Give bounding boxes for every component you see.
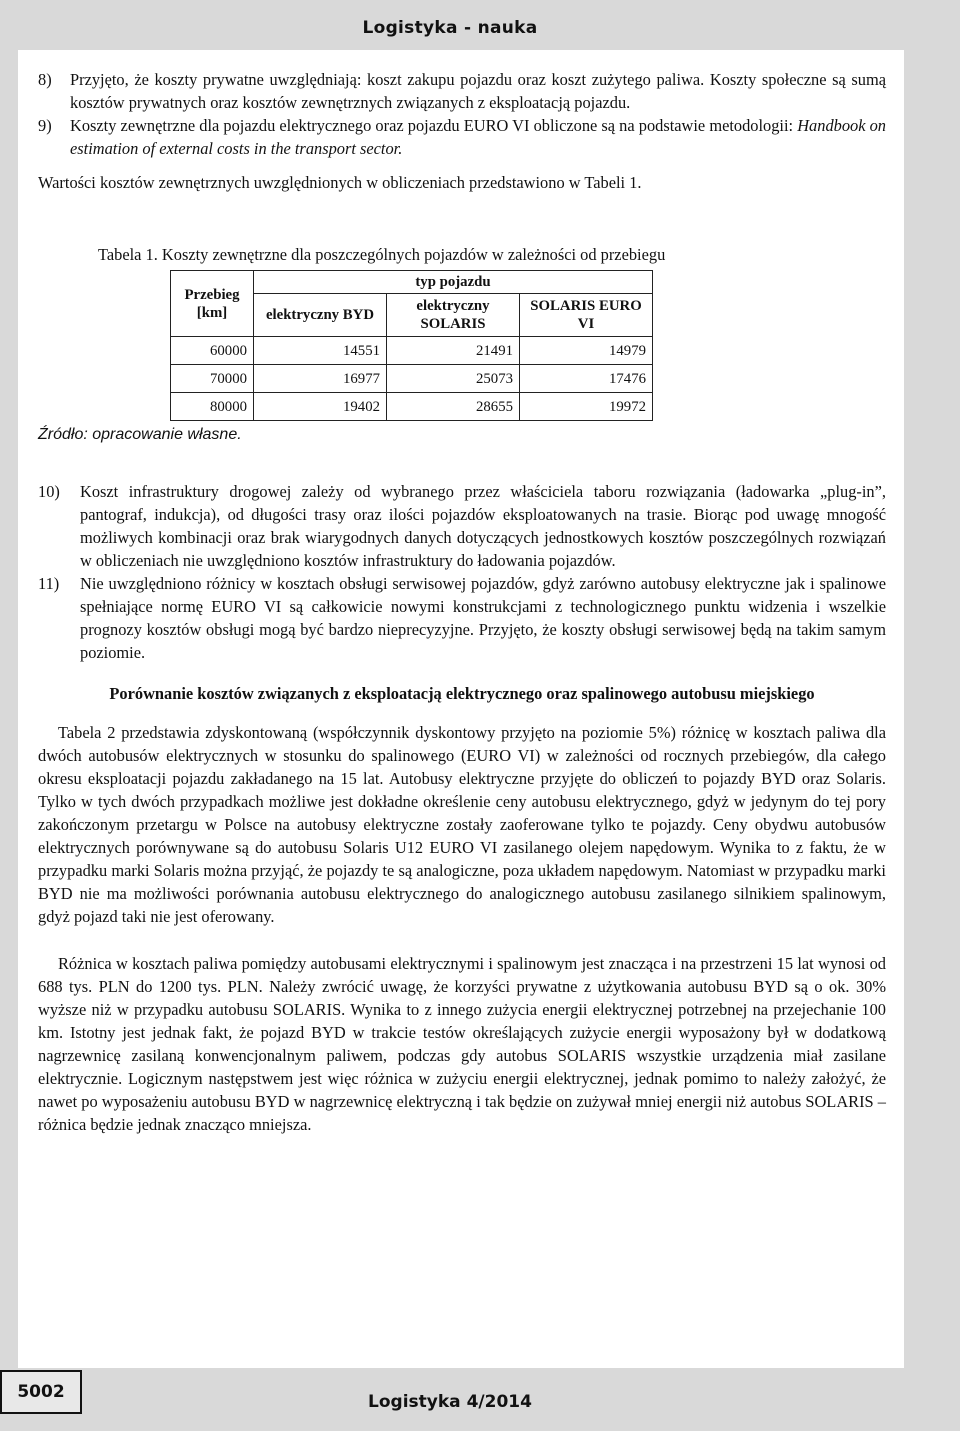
- table-cell: 21491: [387, 337, 520, 365]
- table-cell: 60000: [171, 337, 254, 365]
- section-title: Porównanie kosztów związanych z eksploatacją elektrycznego oraz spalinowego autobusu miejskiego: [109, 684, 815, 703]
- list-text: Nie uwzględniono różnicy w kosztach obsługi serwisowej pojazdów, gdyż zarówno autobusy elektryczne jak i spalinowe spełniające normę EURO VI są całkowicie nowymi konstrukcjami z technologicznego punktu widzenia i wszelkie prognozy kosztów obsługi mogą być bardzo nieprecyzyjne. Przyjęto, że koszty obsługi serwisowej będą na takim samym poziomie.: [80, 574, 886, 662]
- table-row: [171, 365, 653, 393]
- numbered-list-top: [38, 68, 886, 160]
- header-vehicle-type: typ pojazdu: [254, 271, 653, 294]
- table-caption: Tabela 1. Koszty zewnętrzne dla poszczególnych pojazdów w zależności od przebiegu: [98, 245, 666, 264]
- list-text: Koszt infrastruktury drogowej zależy od wybranego przez właściciela taboru rozwiązania (ładowarka „plug-in”, pantograf, indukcja), od długości trasy oraz ilości pojazdów eksploatowanych na trasie. Biorąc pod uwagę mnogość możliwych kombinacji oraz brak wiarygodnych danych dotyczących jednostkowych kosztów poszczególnych rozwiązań w obliczeniach nie uwzględniono kosztów infrastruktury do ładowania pojazdów.: [80, 482, 886, 570]
- table-cell: 28655: [387, 393, 520, 421]
- list-text: Przyjęto, że koszty prywatne uwzględniają: koszt zakupu pojazdu oraz koszt zużytego paliwa. Koszty społeczne są sumą kosztów prywatnych oraz kosztów zewnętrznych związanych z eksploatacją pojazdu.: [70, 70, 886, 112]
- list-item: [38, 572, 886, 664]
- table-cell: 19972: [520, 393, 653, 421]
- list-item: [38, 480, 886, 572]
- page: [18, 50, 904, 1368]
- table-cell: 17476: [520, 365, 653, 393]
- table-source: Źródło: opracowanie własne.: [38, 426, 242, 443]
- table-row: [171, 393, 653, 421]
- page-number: 5002: [17, 1382, 65, 1402]
- table-cell: 25073: [387, 365, 520, 393]
- header-col-solaris-euro6: SOLARIS EURO VI: [520, 294, 653, 337]
- list-number: 9): [38, 116, 52, 135]
- paragraph: Tabela 2 przedstawia zdyskontowaną (współczynnik dyskontowy przyjęto na poziomie 5%) różnicę w kosztach paliwa dla dwóch autobusów elektrycznych w stosunku do spalinowego (EURO VI) w zależności od rocznych przebiegów, dla całego okresu eksploatacji pojazdu zakładanego na 15 lat. Autobusy elektryczne przyjęte do obliczeń to pojazdy BYD oraz Solaris. Tylko w tych dwóch przypadkach możliwe jest dokładne określenie ceny autobusu elektrycznego, gdyż w jedynym do tej pory zakończonym przetargu w Polsce na autobusy elektryczne zostały zaoferowane tylko te pojazdy. Ceny obydwu autobusów elektrycznych porównywane są do autobusu Solaris U12 EURO VI zasilanego olejem napędowym. Wynika to z faktu, że w przypadku marki Solaris można przyjąć, że pojazdy te są analogiczne, poza układem napędowym. Natomiast w przypadku marki BYD nie ma możliwości porównania autobusu elektrycznego do analogicznego autobusu zasilanego silnikiem spalinowym, gdyż pojazd taki nie jest oferowany.: [38, 723, 886, 926]
- header-col-solaris-electric: elektryczny SOLARIS: [387, 294, 520, 337]
- numbered-list-bottom: [38, 480, 886, 664]
- table-cell: 19402: [254, 393, 387, 421]
- header-mileage: Przebieg [km]: [171, 271, 254, 337]
- list-item: [38, 68, 886, 114]
- paragraph: Różnica w kosztach paliwa pomiędzy autobusami elektrycznymi i spalinowym jest znacząca i na przestrzeni 15 lat wynosi od 688 tys. PLN do 1200 tys. PLN. Należy zwrócić uwagę, że korzyści prywatne z użytkowania autobusu BYD są o ok. 30% wyższe niż w przypadku autobusu SOLARIS. Wynika to z innego zużycia energii elektrycznej potrzebnej na przejechanie 100 km. Istotny jest jednak fakt, że pojazd BYD w trakcie testów określających zużycie energii wyposażony był w dodatkową nagrzewnicę zasilaną konwencjonalnym paliwem, podczas gdy autobus SOLARIS wszystkie urządzenia miał zasilane elektrycznie. Logicznym następstwem jest więc różnica w zużyciu energii elektrycznej, jednak pomimo to należy założyć, że nawet po wyposażeniu autobusu BYD w nagrzewnicę elektryczną i tak będzie on zużywał mniej energii niż autobus SOLARIS – różnica będzie jednak znacząco mniejsza.: [38, 954, 886, 1134]
- header-col-byd: elektryczny BYD: [254, 294, 387, 337]
- content: [38, 68, 886, 1136]
- external-costs-table: [170, 270, 653, 421]
- table-cell: 80000: [171, 393, 254, 421]
- journal-footer: Logistyka 4/2014: [368, 1392, 532, 1412]
- table-cell: 70000: [171, 365, 254, 393]
- table-cell: 14551: [254, 337, 387, 365]
- table-cell: 16977: [254, 365, 387, 393]
- list-item: [38, 114, 886, 160]
- table-row: [171, 337, 653, 365]
- list-number: 8): [38, 70, 52, 89]
- list-number: 11): [38, 574, 60, 593]
- list-number: 10): [38, 482, 60, 501]
- running-header: Logistyka - nauka: [362, 18, 538, 38]
- handbook-title: Handbook on estimation of external costs in the transport sector.: [70, 116, 887, 158]
- table-intro: Wartości kosztów zewnętrznych uwzględnionych w obliczeniach przedstawiono w Tabeli 1.: [38, 173, 642, 192]
- table-cell: 14979: [520, 337, 653, 365]
- list-text: [70, 114, 886, 160]
- list-text-plain: Koszty zewnętrzne dla pojazdu elektrycznego oraz pojazdu EURO VI obliczone są na podstawie metodologii:: [70, 116, 798, 135]
